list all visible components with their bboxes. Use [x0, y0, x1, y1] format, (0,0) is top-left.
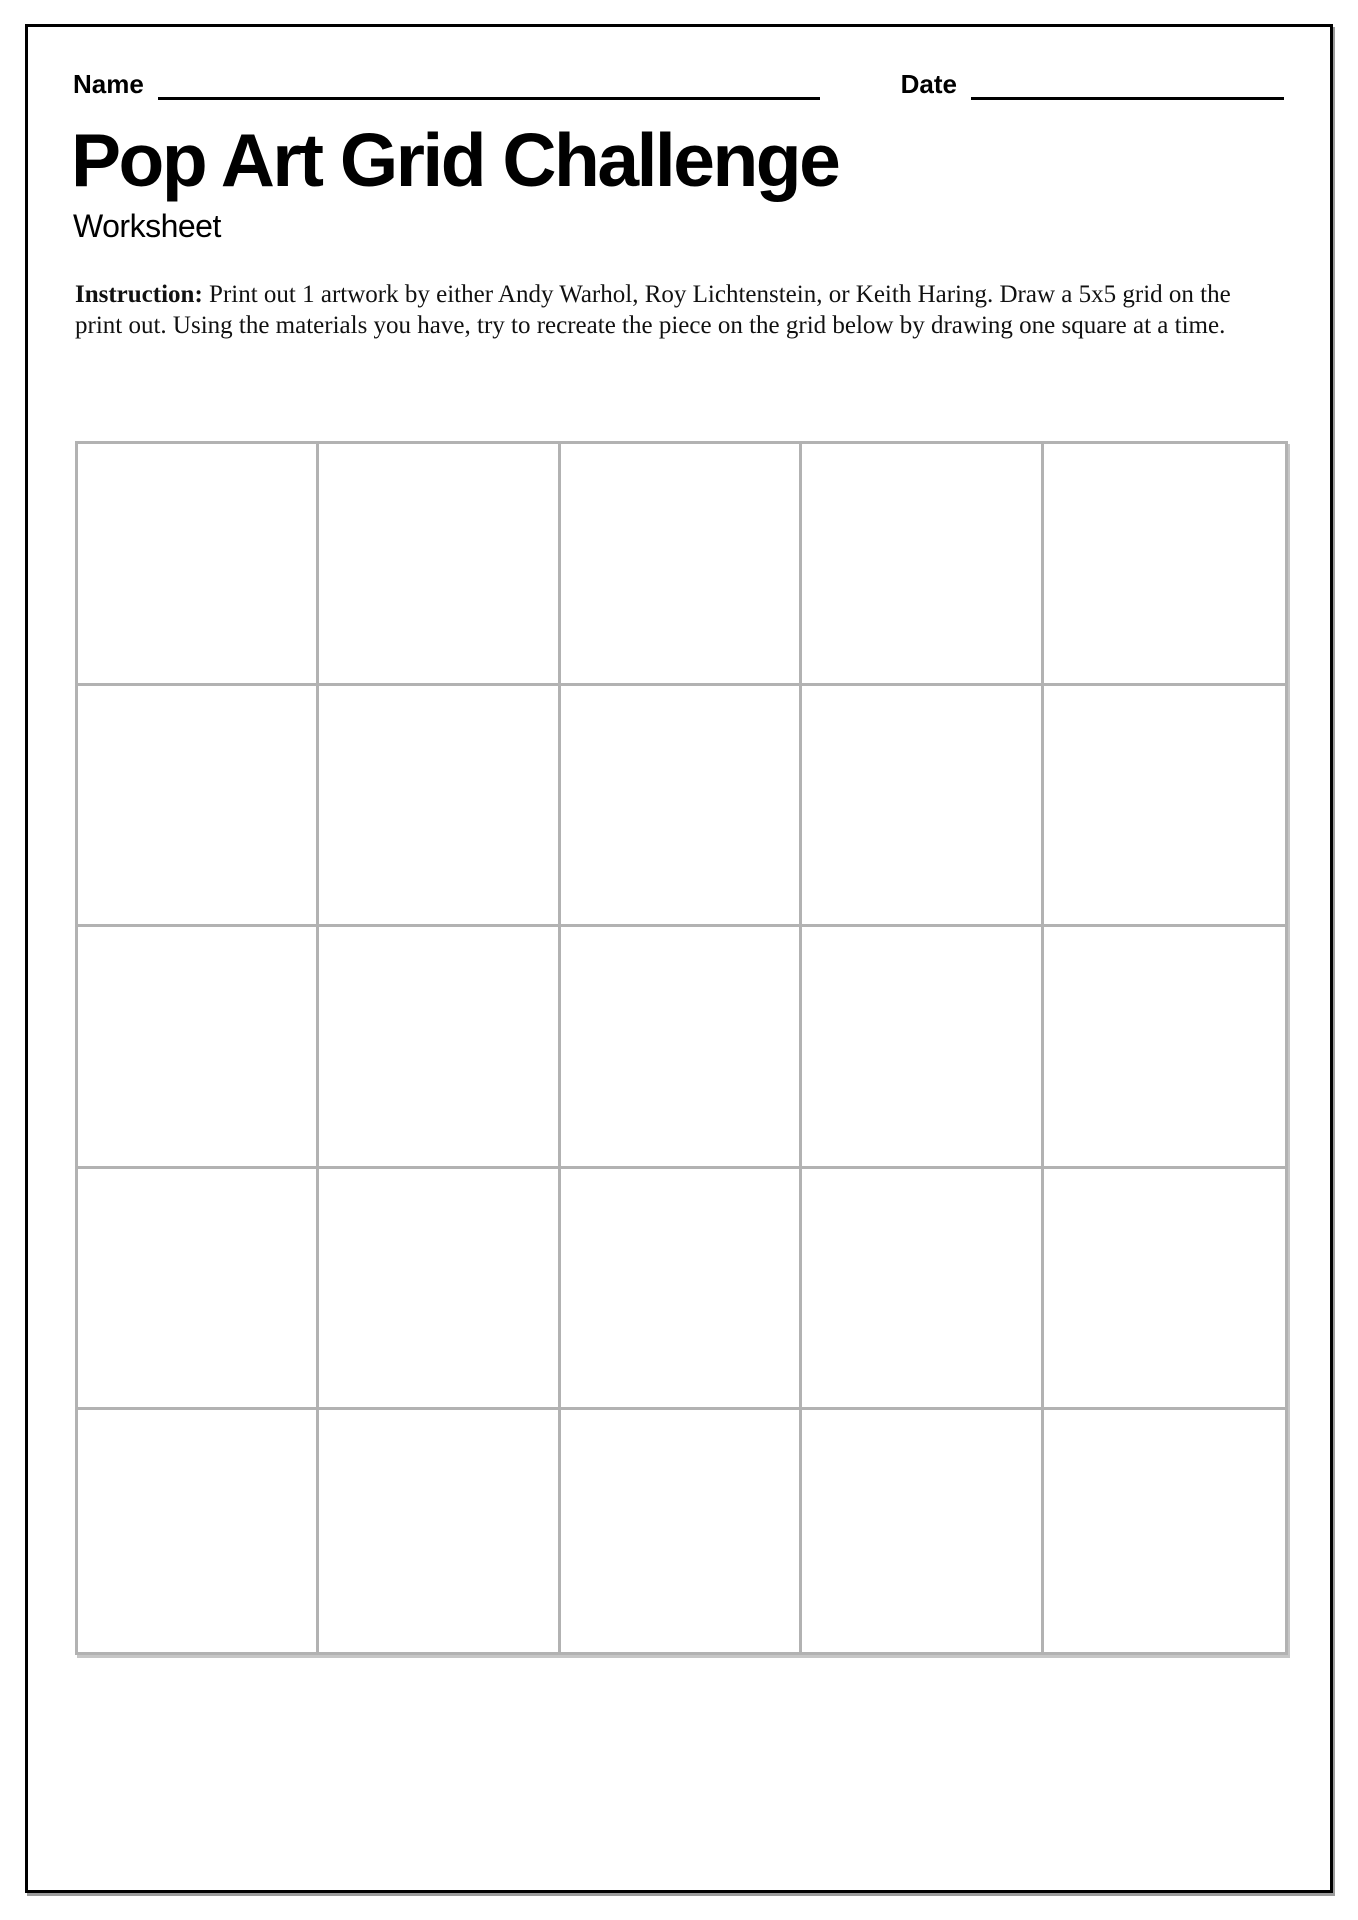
grid-cell[interactable] — [1044, 686, 1285, 928]
grid-cell[interactable] — [802, 444, 1043, 686]
instruction-label: Instruction: — [75, 281, 203, 308]
grid-cell[interactable] — [78, 1410, 319, 1652]
grid-cell[interactable] — [78, 1169, 319, 1411]
page-title: Pop Art Grid Challenge — [71, 118, 839, 202]
grid-cell[interactable] — [802, 927, 1043, 1169]
date-label: Date — [900, 69, 957, 99]
grid-cell[interactable] — [561, 444, 802, 686]
date-input-line[interactable] — [971, 67, 1284, 100]
grid-cell[interactable] — [802, 686, 1043, 928]
name-date-row — [73, 67, 1284, 100]
grid-cell[interactable] — [1044, 1169, 1285, 1411]
instruction-text — [75, 279, 1300, 341]
grid-cell[interactable] — [561, 686, 802, 928]
name-input-line[interactable] — [158, 67, 820, 100]
grid-cell[interactable] — [319, 686, 560, 928]
grid-cell[interactable] — [802, 1410, 1043, 1652]
worksheet-page — [25, 24, 1333, 1893]
pop-art-grid — [75, 441, 1288, 1655]
grid-cell[interactable] — [78, 686, 319, 928]
name-label: Name — [73, 69, 144, 99]
instruction-line-1: Print out 1 artwork by either Andy Warhol, Roy Lichtenstein, or Keith Haring. Draw a 5x5 grid on the — [209, 281, 1231, 308]
grid-cell[interactable] — [78, 927, 319, 1169]
grid-cell[interactable] — [802, 1169, 1043, 1411]
grid-cell[interactable] — [319, 1410, 560, 1652]
grid-cell[interactable] — [1044, 927, 1285, 1169]
grid-cell[interactable] — [561, 927, 802, 1169]
instruction-line-2: print out. Using the materials you have, try to recreate the piece on the grid below by drawing one square at a time. — [75, 312, 1226, 339]
page-subtitle: Worksheet — [73, 208, 221, 244]
grid-cell[interactable] — [319, 927, 560, 1169]
grid-cell[interactable] — [319, 444, 560, 686]
grid-cell[interactable] — [78, 444, 319, 686]
grid-cell[interactable] — [319, 1169, 560, 1411]
grid-cell[interactable] — [1044, 1410, 1285, 1652]
grid-cell[interactable] — [1044, 444, 1285, 686]
grid-cell[interactable] — [561, 1410, 802, 1652]
grid-cell[interactable] — [561, 1169, 802, 1411]
